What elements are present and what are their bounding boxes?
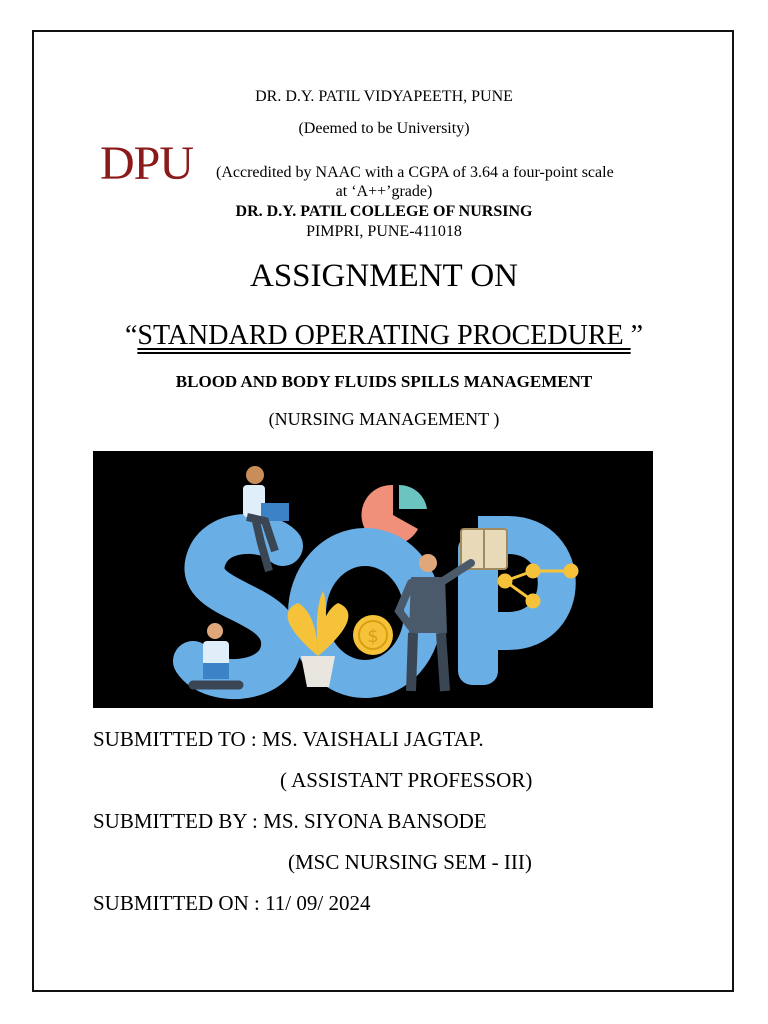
accreditation-line-2: at ‘A++’grade) [335, 183, 433, 200]
assignment-heading: ASSIGNMENT ON [250, 258, 518, 294]
college-address: PIMPRI, PUNE-411018 [306, 223, 462, 240]
submitted-by: SUBMITTED BY : MS. SIYONA BANSODE [93, 809, 487, 833]
university-name: DR. D.Y. PATIL VIDYAPEETH, PUNE [255, 88, 513, 105]
sop-title: STANDARD OPERATING PROCEDURE [137, 320, 631, 351]
coin-icon [353, 615, 393, 655]
submitted-to: SUBMITTED TO : MS. VAISHALI JAGTAP. [93, 727, 484, 751]
logo-text: DPU [100, 137, 194, 190]
submitted-on: SUBMITTED ON : 11/ 09/ 2024 [93, 891, 371, 915]
sop-illustration [93, 451, 653, 708]
sop-heading [0, 320, 768, 352]
open-quote: “ [124, 320, 138, 351]
college-name: DR. D.Y. PATIL COLLEGE OF NURSING [235, 203, 533, 220]
accreditation-line-1: (Accredited by NAAC with a CGPA of 3.64 a four-point scale [216, 164, 614, 181]
svg-text:$: $ [367, 626, 379, 647]
close-quote: ” [630, 320, 644, 351]
sop-illustration-svg [93, 451, 653, 708]
submitted-to-role: ( ASSISTANT PROFESSOR) [280, 768, 533, 792]
deemed-university: (Deemed to be University) [298, 120, 470, 137]
submitted-by-role: (MSC NURSING SEM - III) [288, 850, 532, 874]
course-title: (NURSING MANAGEMENT ) [268, 409, 500, 429]
subject-title: BLOOD AND BODY FLUIDS SPILLS MANAGEMENT [175, 372, 593, 391]
